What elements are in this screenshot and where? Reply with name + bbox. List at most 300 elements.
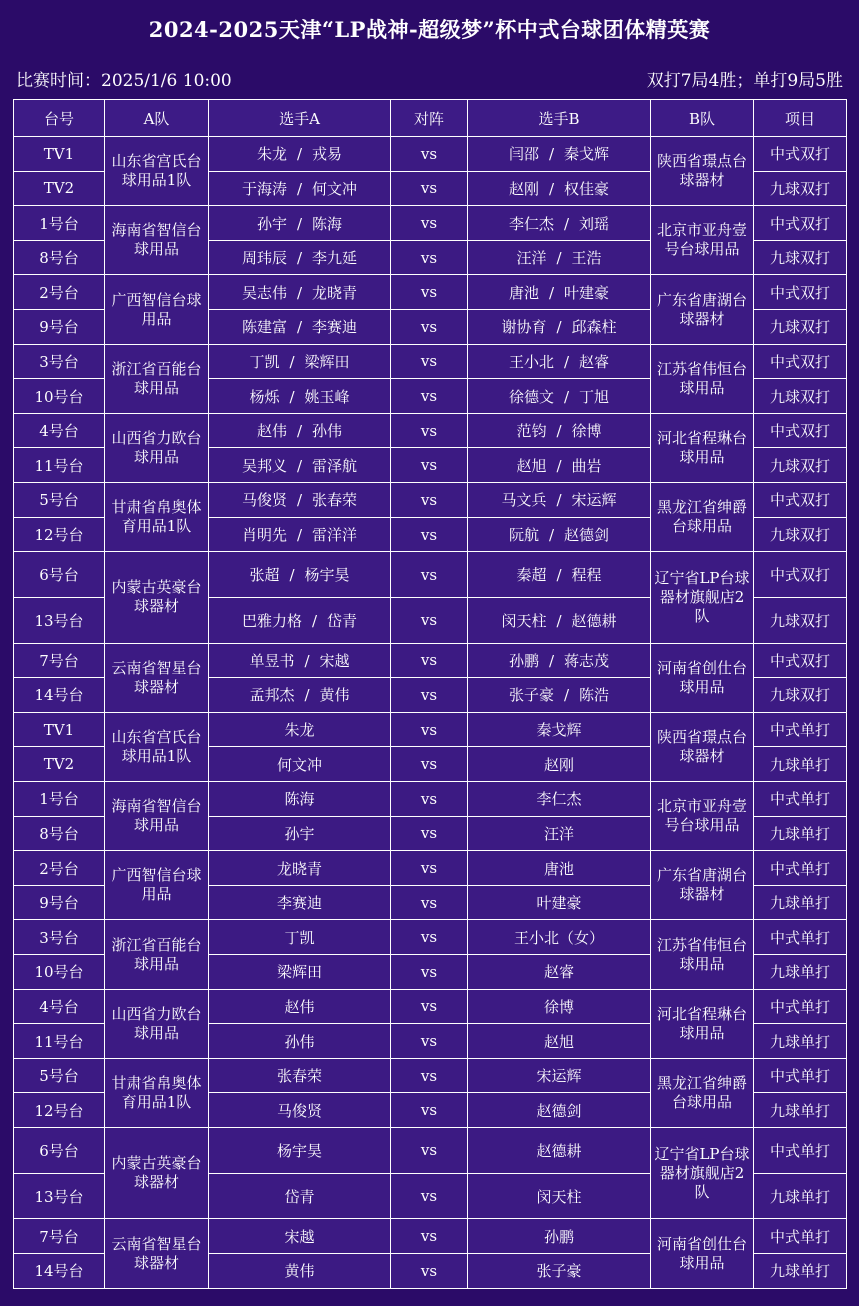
player-a — [209, 1058, 391, 1093]
player-a — [209, 1024, 391, 1059]
player-b — [468, 310, 651, 345]
player-name: 何文冲 — [312, 179, 358, 198]
table-row — [14, 552, 847, 598]
player-b — [468, 379, 651, 414]
player-name: 赵睿 — [579, 352, 610, 371]
player-separator: / — [563, 686, 570, 705]
vs-label: vs — [391, 816, 468, 851]
player-b — [468, 955, 651, 990]
player-separator: / — [289, 352, 295, 371]
table-row — [14, 851, 847, 886]
player-a — [209, 747, 391, 782]
player-a — [209, 816, 391, 851]
event-type: 九球单打 — [754, 1253, 847, 1288]
table-row — [14, 483, 847, 518]
table-number: 2号台 — [14, 275, 105, 310]
event-type: 九球双打 — [754, 597, 847, 643]
player-separator: / — [563, 352, 570, 371]
player-name: 李仁杰 — [508, 214, 554, 233]
player-b — [468, 137, 651, 172]
player-b — [468, 413, 651, 448]
vs-label: vs — [391, 552, 468, 598]
table-number: TV2 — [14, 171, 105, 206]
table-row — [14, 1128, 847, 1174]
team-a: 云南省智星台球器材 — [105, 643, 209, 712]
player-a — [209, 517, 391, 552]
player-name: 孙伟 — [284, 1032, 315, 1051]
player-b — [468, 1128, 651, 1174]
player-a — [209, 240, 391, 275]
player-name: 何文冲 — [276, 755, 322, 774]
player-b — [468, 1024, 651, 1059]
team-b: 黑龙江省绅爵台球用品 — [651, 483, 754, 552]
schedule-table — [13, 99, 847, 1289]
event-type: 中式双打 — [754, 206, 847, 241]
player-name: 丁旭 — [579, 387, 610, 406]
player-name: 孙宇 — [284, 824, 315, 843]
player-b — [468, 712, 651, 747]
player-name: 汪洋 — [516, 249, 547, 268]
event-type: 中式单打 — [754, 712, 847, 747]
player-name: 丁凯 — [284, 928, 315, 947]
team-b: 陕西省璟点台球器材 — [651, 712, 754, 781]
player-name: 阮航 — [508, 526, 539, 544]
team-b: 陕西省璟点台球器材 — [651, 137, 754, 206]
vs-label: vs — [391, 1058, 468, 1093]
vs-label: vs — [391, 712, 468, 747]
player-a — [209, 483, 391, 518]
player-name: 王浩 — [571, 249, 602, 268]
player-b — [468, 1093, 651, 1128]
event-type: 九球双打 — [754, 517, 847, 552]
vs-label: vs — [391, 448, 468, 483]
player-a — [209, 1173, 391, 1219]
player-name: 宋运辉 — [536, 1067, 582, 1086]
vs-label: vs — [391, 171, 468, 206]
player-name: 戎易 — [312, 145, 343, 164]
vs-label: vs — [391, 206, 468, 241]
player-b — [468, 1173, 651, 1219]
team-a: 浙江省百能台球用品 — [105, 344, 209, 413]
player-name: 徐博 — [571, 422, 602, 441]
team-b: 江苏省伟恒台球用品 — [651, 344, 754, 413]
player-b — [468, 275, 651, 310]
table-number: 2号台 — [14, 851, 105, 886]
player-b — [468, 989, 651, 1024]
player-separator: / — [556, 249, 562, 268]
team-a: 甘肃省帛奥体育用品1队 — [105, 1058, 209, 1127]
team-a: 内蒙古英豪台球器材 — [105, 1128, 209, 1219]
player-a — [209, 379, 391, 414]
event-type: 九球单打 — [754, 885, 847, 920]
player-name: 周玮辰 — [241, 249, 287, 268]
table-row — [14, 206, 847, 241]
player-separator: / — [548, 651, 555, 670]
player-name: 赵德耕 — [536, 1141, 582, 1160]
player-separator: / — [548, 526, 555, 544]
player-separator: / — [548, 179, 555, 198]
player-name: 唐池 — [543, 859, 574, 878]
event-type: 九球双打 — [754, 448, 847, 483]
player-a — [209, 448, 391, 483]
table-number: 7号台 — [14, 1219, 105, 1254]
vs-label: vs — [391, 885, 468, 920]
player-b — [468, 643, 651, 678]
table-number: 8号台 — [14, 816, 105, 851]
player-name: 张子豪 — [536, 1262, 582, 1281]
table-number: 9号台 — [14, 885, 105, 920]
event-type: 九球双打 — [754, 678, 847, 713]
player-name: 汪洋 — [543, 824, 574, 843]
table-number: 10号台 — [14, 379, 105, 414]
player-name: 秦超 — [516, 566, 547, 585]
player-separator: / — [556, 566, 562, 585]
table-number: 8号台 — [14, 240, 105, 275]
vs-label: vs — [391, 851, 468, 886]
player-b — [468, 240, 651, 275]
header-player-a: 选手A — [209, 100, 391, 137]
player-name: 杨烁 — [249, 387, 280, 406]
table-number: 14号台 — [14, 678, 105, 713]
player-name: 梁辉田 — [304, 352, 350, 371]
player-name: 单昱书 — [249, 651, 295, 670]
player-b — [468, 517, 651, 552]
player-name: 秦戈辉 — [536, 721, 582, 740]
player-name: 李九延 — [312, 249, 358, 268]
team-a: 甘肃省帛奥体育用品1队 — [105, 483, 209, 552]
event-type: 九球单打 — [754, 1173, 847, 1219]
page-title: 2024-2025天津“LP战神-超级梦”杯中式台球团体精英赛 — [148, 17, 711, 42]
player-b — [468, 816, 651, 851]
vs-label: vs — [391, 137, 468, 172]
table-header-row — [14, 100, 847, 137]
player-a — [209, 310, 391, 345]
player-name: 权佳豪 — [564, 179, 610, 198]
table-number: 3号台 — [14, 344, 105, 379]
event-type: 中式双打 — [754, 643, 847, 678]
player-a — [209, 1093, 391, 1128]
player-name: 宋越 — [319, 651, 350, 670]
vs-label: vs — [391, 1093, 468, 1128]
vs-label: vs — [391, 310, 468, 345]
player-b — [468, 344, 651, 379]
vs-label: vs — [391, 920, 468, 955]
player-name: 孙鹏 — [508, 651, 539, 670]
player-name: 赵旭 — [543, 1032, 574, 1051]
table-row — [14, 413, 847, 448]
player-name: 张春荣 — [276, 1067, 322, 1086]
player-a — [209, 920, 391, 955]
vs-label: vs — [391, 344, 468, 379]
player-separator: / — [289, 566, 295, 585]
player-separator: / — [296, 526, 303, 544]
player-a — [209, 782, 391, 817]
event-type: 九球单打 — [754, 747, 847, 782]
vs-label: vs — [391, 1128, 468, 1174]
player-name: 叶建豪 — [536, 894, 582, 913]
table-number: 1号台 — [14, 206, 105, 241]
player-b — [468, 171, 651, 206]
vs-label: vs — [391, 955, 468, 990]
player-name: 岱青 — [327, 611, 358, 630]
player-name: 赵伟 — [284, 997, 315, 1016]
player-name: 梁辉田 — [276, 963, 322, 982]
player-name: 龙晓青 — [276, 859, 322, 878]
event-type: 中式双打 — [754, 552, 847, 598]
player-name: 陈建富 — [241, 318, 287, 337]
team-a: 广西智信台球用品 — [105, 275, 209, 344]
player-separator: / — [296, 422, 303, 441]
player-separator: / — [296, 249, 303, 268]
event-type: 中式双打 — [754, 483, 847, 518]
table-number: 11号台 — [14, 448, 105, 483]
player-name: 陈浩 — [579, 686, 610, 705]
player-separator: / — [556, 318, 562, 337]
player-name: 赵刚 — [508, 179, 539, 198]
player-separator: / — [289, 387, 295, 406]
player-a — [209, 275, 391, 310]
player-b — [468, 782, 651, 817]
table-number: 13号台 — [14, 1173, 105, 1219]
player-separator: / — [556, 611, 562, 630]
player-name: 巴雅力格 — [241, 611, 302, 630]
player-b — [468, 552, 651, 598]
player-separator: / — [563, 387, 570, 406]
team-a: 海南省智信台球用品 — [105, 206, 209, 275]
event-type: 中式单打 — [754, 1219, 847, 1254]
player-separator: / — [296, 145, 303, 164]
player-name: 闵天柱 — [536, 1187, 582, 1206]
player-name: 叶建豪 — [564, 283, 610, 302]
player-name: 吴志伟 — [241, 283, 287, 302]
vs-label: vs — [391, 989, 468, 1024]
match-format: 双打7局4胜；单打9局5胜 — [646, 71, 843, 91]
team-b: 北京市亚舟壹号台球用品 — [651, 206, 754, 275]
team-b: 北京市亚舟壹号台球用品 — [651, 782, 754, 851]
player-separator: / — [563, 214, 570, 233]
event-type: 九球双打 — [754, 240, 847, 275]
player-b — [468, 851, 651, 886]
event-type: 中式单打 — [754, 851, 847, 886]
team-b: 辽宁省LP台球器材旗舰店2队 — [651, 552, 754, 643]
table-row — [14, 137, 847, 172]
vs-label: vs — [391, 240, 468, 275]
table-number: TV1 — [14, 137, 105, 172]
team-b: 广东省唐湖台球器材 — [651, 275, 754, 344]
player-a — [209, 1219, 391, 1254]
team-a: 山西省力欧台球用品 — [105, 989, 209, 1058]
player-b — [468, 678, 651, 713]
team-a: 山东省宫氏台球用品1队 — [105, 712, 209, 781]
table-number: 10号台 — [14, 955, 105, 990]
vs-label: vs — [391, 275, 468, 310]
team-b: 河北省程琳台球用品 — [651, 989, 754, 1058]
header-event: 项目 — [754, 100, 847, 137]
player-separator: / — [296, 491, 303, 510]
player-name: 张超 — [249, 566, 280, 585]
vs-label: vs — [391, 678, 468, 713]
player-name: 王小北（女） — [513, 928, 604, 947]
event-type: 九球双打 — [754, 379, 847, 414]
team-a: 广西智信台球用品 — [105, 851, 209, 920]
player-name: 谢协育 — [501, 318, 547, 337]
table-number: 6号台 — [14, 552, 105, 598]
event-type: 中式单打 — [754, 1058, 847, 1093]
player-name: 李赛迪 — [312, 318, 358, 337]
player-b — [468, 920, 651, 955]
player-name: 肖明先 — [241, 526, 287, 544]
table-row — [14, 712, 847, 747]
table-number: 4号台 — [14, 413, 105, 448]
event-type: 中式单打 — [754, 782, 847, 817]
vs-label: vs — [391, 517, 468, 552]
table-row — [14, 989, 847, 1024]
table-row — [14, 1058, 847, 1093]
team-a: 内蒙古英豪台球器材 — [105, 552, 209, 643]
event-type: 九球单打 — [754, 816, 847, 851]
player-name: 赵旭 — [516, 456, 547, 475]
table-number: 12号台 — [14, 1093, 105, 1128]
player-a — [209, 643, 391, 678]
player-separator: / — [304, 686, 310, 705]
team-b: 黑龙江省绅爵台球用品 — [651, 1058, 754, 1127]
player-a — [209, 712, 391, 747]
team-a: 山东省宫氏台球用品1队 — [105, 137, 209, 206]
event-type: 中式双打 — [754, 137, 847, 172]
player-name: 范钧 — [516, 422, 547, 441]
player-separator: / — [548, 283, 555, 302]
vs-label: vs — [391, 782, 468, 817]
table-number: 12号台 — [14, 517, 105, 552]
player-name: 龙晓青 — [312, 283, 358, 302]
team-b: 河南省创仕台球用品 — [651, 643, 754, 712]
player-name: 宋越 — [284, 1227, 315, 1246]
player-name: 黄伟 — [319, 686, 350, 705]
player-name: 吴邦义 — [241, 456, 287, 475]
player-name: 丁凯 — [249, 352, 280, 371]
player-b — [468, 747, 651, 782]
player-b — [468, 483, 651, 518]
player-name: 黄伟 — [284, 1262, 315, 1281]
header-team-a: A队 — [105, 100, 209, 137]
event-type: 中式单打 — [754, 989, 847, 1024]
table-number: 5号台 — [14, 1058, 105, 1093]
player-separator: / — [556, 456, 562, 475]
player-separator: / — [296, 318, 303, 337]
player-name: 张子豪 — [508, 686, 554, 705]
schedule-body — [14, 137, 847, 1289]
header-player-b: 选手B — [468, 100, 651, 137]
team-b: 河南省创仕台球用品 — [651, 1219, 754, 1289]
player-name: 秦戈辉 — [564, 145, 610, 164]
player-name: 蒋志茂 — [564, 651, 610, 670]
header-team-b: B队 — [651, 100, 754, 137]
vs-label: vs — [391, 643, 468, 678]
player-name: 邱森柱 — [571, 318, 617, 337]
table-number: TV1 — [14, 712, 105, 747]
header-table-no: 台号 — [14, 100, 105, 137]
player-name: 徐德文 — [508, 387, 554, 406]
team-a: 浙江省百能台球用品 — [105, 920, 209, 989]
player-name: 唐池 — [508, 283, 539, 302]
vs-label: vs — [391, 1219, 468, 1254]
player-name: 马俊贤 — [241, 491, 287, 510]
table-number: 11号台 — [14, 1024, 105, 1059]
event-type: 中式单打 — [754, 920, 847, 955]
player-name: 徐博 — [543, 997, 574, 1016]
player-name: 赵刚 — [543, 755, 574, 774]
table-row — [14, 1219, 847, 1254]
player-a — [209, 989, 391, 1024]
player-name: 于海涛 — [241, 179, 287, 198]
player-name: 陈海 — [284, 790, 315, 809]
player-a — [209, 1128, 391, 1174]
vs-label: vs — [391, 413, 468, 448]
table-row — [14, 920, 847, 955]
player-separator: / — [304, 651, 310, 670]
player-name: 闵天柱 — [501, 611, 547, 630]
player-separator: / — [548, 145, 555, 164]
player-name: 孙伟 — [312, 422, 343, 441]
player-name: 孟邦杰 — [249, 686, 295, 705]
player-name: 朱龙 — [256, 145, 287, 164]
vs-label: vs — [391, 483, 468, 518]
header-vs: 对阵 — [391, 100, 468, 137]
vs-label: vs — [391, 1253, 468, 1288]
table-number: 6号台 — [14, 1128, 105, 1174]
event-type: 中式双打 — [754, 413, 847, 448]
player-a — [209, 206, 391, 241]
table-row — [14, 782, 847, 817]
player-name: 孙鹏 — [543, 1227, 574, 1246]
event-type: 九球单打 — [754, 955, 847, 990]
table-row — [14, 275, 847, 310]
player-name: 朱龙 — [284, 721, 315, 740]
player-a — [209, 955, 391, 990]
player-name: 张春荣 — [312, 491, 358, 510]
player-name: 李仁杰 — [536, 790, 582, 809]
table-number: 3号台 — [14, 920, 105, 955]
table-number: 13号台 — [14, 597, 105, 643]
player-name: 姚玉峰 — [304, 387, 350, 406]
player-b — [468, 1219, 651, 1254]
event-type: 中式双打 — [754, 275, 847, 310]
player-name: 闫邵 — [508, 145, 539, 164]
team-b: 广东省唐湖台球器材 — [651, 851, 754, 920]
player-a — [209, 678, 391, 713]
player-name: 陈海 — [312, 214, 343, 233]
vs-label: vs — [391, 379, 468, 414]
player-name: 王小北 — [508, 352, 554, 371]
player-a — [209, 413, 391, 448]
player-name: 雷泽航 — [312, 456, 358, 475]
player-name: 程程 — [571, 566, 602, 585]
player-separator: / — [556, 491, 562, 510]
player-b — [468, 206, 651, 241]
player-name: 赵德剑 — [536, 1101, 582, 1120]
player-name: 杨宇昊 — [304, 566, 350, 585]
team-a: 云南省智星台球器材 — [105, 1219, 209, 1289]
match-time: 比赛时间：2025/1/6 10:00 — [16, 71, 232, 91]
table-number: TV2 — [14, 747, 105, 782]
player-name: 岱青 — [284, 1187, 315, 1206]
vs-label: vs — [391, 1173, 468, 1219]
player-separator: / — [556, 422, 562, 441]
player-name: 赵睿 — [543, 963, 574, 982]
player-name: 曲岩 — [571, 456, 602, 475]
player-name: 宋运辉 — [571, 491, 617, 510]
player-a — [209, 344, 391, 379]
